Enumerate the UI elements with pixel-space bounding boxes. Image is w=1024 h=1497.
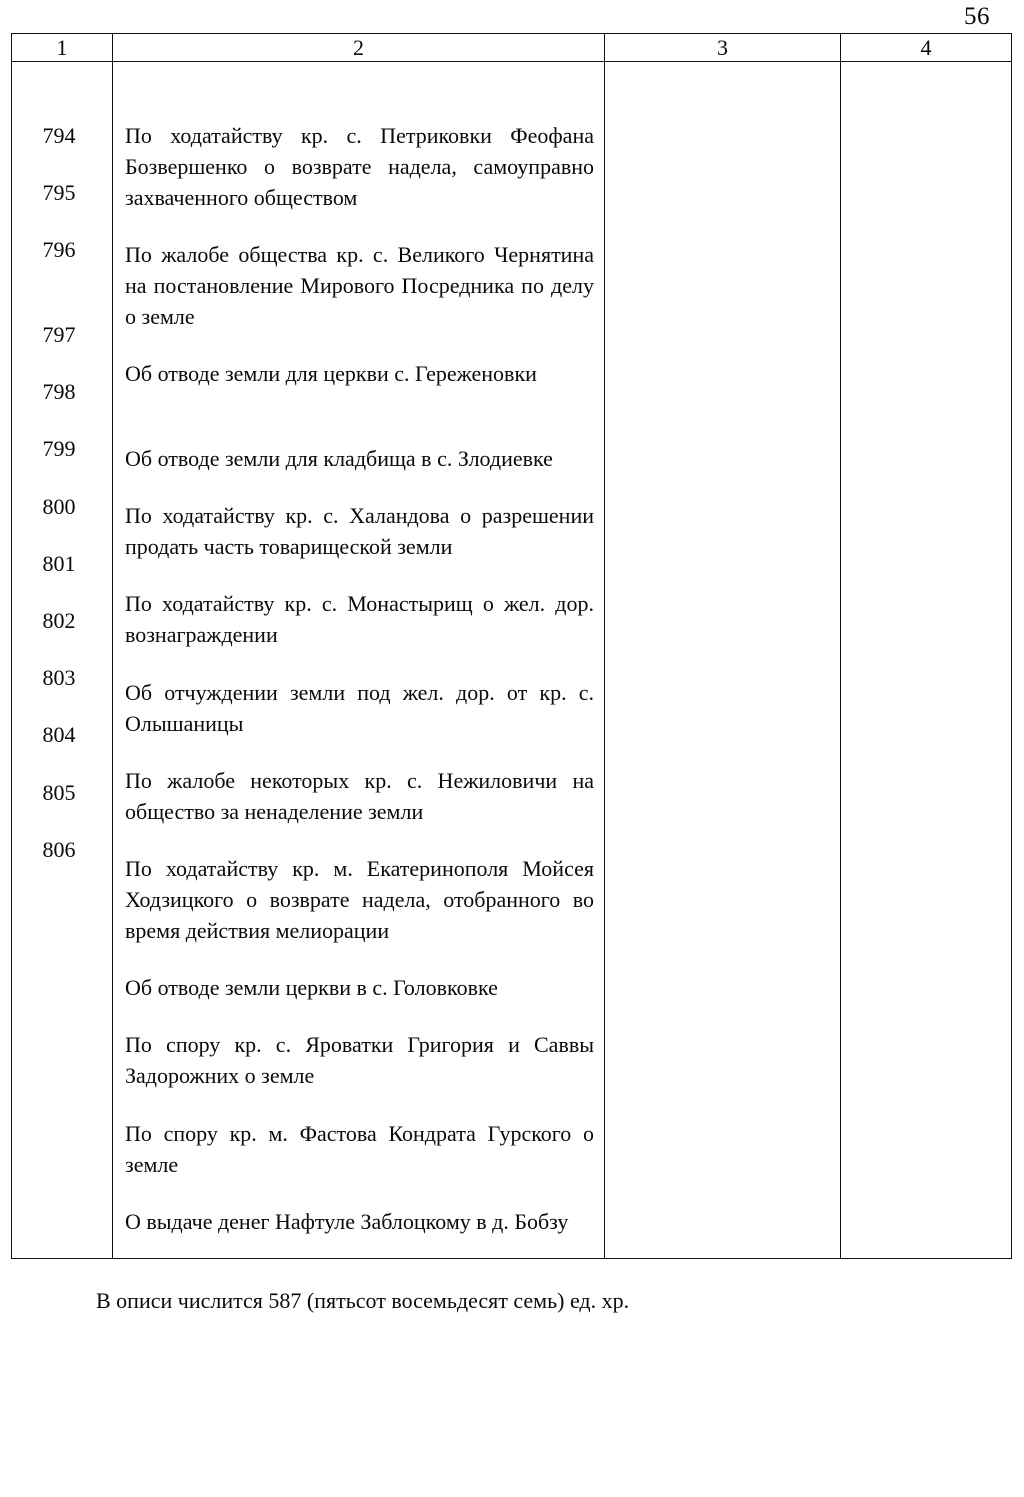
entry-number: 801 xyxy=(42,551,76,576)
entry-description: По спору кр. с. Яроватки Григория и Саввы Задорожних о земле xyxy=(125,1032,594,1088)
entry-number: 800 xyxy=(42,494,76,519)
inventory-table xyxy=(11,33,1012,1259)
entry-description: О выдаче денег Нафтуле Заблоцкому в д. Бобзу xyxy=(125,1209,569,1234)
entry-description: По ходатайству кр. с. Халандова о разрешении продать часть товарищеской земли xyxy=(125,503,594,559)
table-row xyxy=(12,62,1012,1259)
column-cell-dates xyxy=(605,62,841,1259)
table-header xyxy=(12,34,1012,62)
entry-description: По жалобе общества кр. с. Великого Чернятина на постановление Мирового Посредника по делу о земле xyxy=(125,242,594,329)
entry-number: 805 xyxy=(42,780,76,805)
entry-number: 794 xyxy=(42,123,76,148)
entry-number: 802 xyxy=(42,608,76,633)
entry-number: 799 xyxy=(42,436,76,461)
entry-number-stack xyxy=(12,120,112,865)
column-cell-notes xyxy=(841,62,1012,1259)
entry-number: 796 xyxy=(42,237,76,262)
page-number: 56 xyxy=(964,3,990,30)
entry-description: По ходатайству кр. с. Монастырищ о жел. дор. вознаграждении xyxy=(125,591,594,647)
entry-number: 806 xyxy=(42,837,76,862)
table-header-row xyxy=(12,34,1012,62)
entry-number: 803 xyxy=(42,665,76,690)
entry-description: Об отводе земли для церкви с. Гереженовки xyxy=(125,361,537,386)
entry-description: Об отводе земли церкви в с. Головковке xyxy=(125,975,498,1000)
inventory-total-note: В описи числится 587 (пятьсот восемьдесят семь) ед. хр. xyxy=(96,1288,630,1313)
entry-number: 798 xyxy=(42,379,76,404)
column-header-2: 2 xyxy=(113,34,605,62)
entry-description: Об отчуждении земли под жел. дор. от кр. с. Олышаницы xyxy=(125,680,594,736)
entry-description: По жалобе некоторых кр. с. Нежиловичи на общество за ненаделение земли xyxy=(125,768,594,824)
column-header-3: 3 xyxy=(605,34,841,62)
table-body xyxy=(12,62,1012,1259)
entry-description: По ходатайству кр. м. Екатеринополя Мойсея Ходзицкого о возврате надела, отобранного во время действия мелиорации xyxy=(125,856,594,943)
entry-number: 795 xyxy=(42,180,76,205)
entry-description: Об отводе земли для кладбища в с. Злодиевке xyxy=(125,446,553,471)
entry-number: 797 xyxy=(42,322,76,347)
entry-number: 804 xyxy=(42,722,76,747)
entry-description: По спору кр. м. Фастова Кондрата Гурского о земле xyxy=(125,1121,594,1177)
entry-text-stack xyxy=(113,120,604,1237)
column-header-4: 4 xyxy=(841,34,1012,62)
column-header-1: 1 xyxy=(12,34,113,62)
column-cell-numbers xyxy=(12,62,113,1259)
entry-description: По ходатайству кр. с. Петриковки Феофана Бозвершенко о возврате надела, самоуправно захваченного обществом xyxy=(125,123,594,210)
column-cell-descriptions xyxy=(113,62,605,1259)
